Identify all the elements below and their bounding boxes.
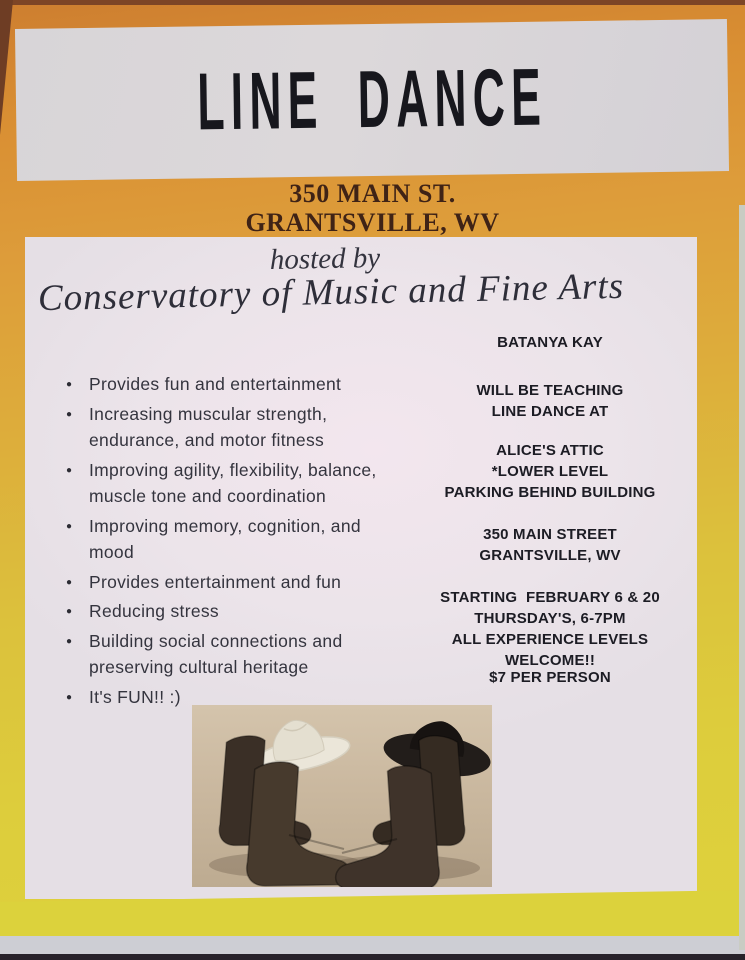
benefit-item — [63, 371, 411, 398]
hosted-by-script: hosted by — [269, 242, 381, 276]
address-band — [0, 179, 745, 237]
benefits-list — [63, 371, 411, 713]
boots-photo — [192, 705, 492, 887]
benefit-text: ● Improving agility, flexibility, balance, — [89, 459, 377, 480]
screen-top-edge — [0, 0, 745, 5]
address-band-line-1: 350 MAIN ST. — [289, 179, 456, 208]
benefit-text: ● Improving memory, cognition, and — [89, 515, 361, 536]
instructor-name: BATANYA KAY — [497, 334, 603, 351]
benefit-text: ● It's FUN!! :) — [89, 686, 181, 707]
benefit-item — [63, 569, 411, 596]
price-text: $7 PER PERSON — [489, 669, 611, 686]
benefit-text: endurance, and motor fitness — [89, 430, 325, 450]
benefit-text: muscle tone and coordination — [89, 486, 327, 506]
teaching-lines: WILL BE TEACHING LINE DANCE AT — [476, 382, 624, 420]
benefit-item — [63, 598, 411, 625]
benefit-text: mood — [89, 542, 134, 562]
page-title: LINE DANCE — [196, 52, 548, 148]
benefit-text: ● Reducing stress — [89, 601, 219, 621]
street-address-lines: 350 MAIN STREET GRANTSVILLE, WV — [479, 526, 621, 564]
benefit-text: ● Increasing muscular strength, — [89, 403, 328, 424]
benefit-text: ● Provides entertainment and fun — [89, 571, 342, 592]
screen-bottom-edge — [0, 954, 745, 960]
benefit-item — [63, 401, 411, 454]
benefit-text: ● Building social connections and — [89, 630, 343, 651]
venue-lines: ALICE'S ATTIC *LOWER LEVEL PARKING BEHIND BUILDING — [444, 442, 656, 501]
benefit-item — [63, 513, 411, 566]
flyer-body-panel — [25, 237, 697, 899]
organization-script: Conservatory of Music and Fine Arts — [37, 265, 625, 320]
address-band-line-2: GRANTSVILLE, WV — [245, 208, 500, 237]
benefit-item — [63, 628, 411, 681]
schedule-lines: STARTING FEBRUARY 6 & 20 THURSDAY'S, 6-7PM ALL EXPERIENCE LEVELS WELCOME!! — [440, 589, 660, 669]
title-banner — [15, 19, 729, 181]
benefit-text: ● Provides fun and entertainment — [89, 374, 342, 394]
screen-right-edge — [739, 205, 745, 950]
benefit-item — [63, 457, 411, 510]
benefit-text: preserving cultural heritage — [89, 657, 309, 677]
